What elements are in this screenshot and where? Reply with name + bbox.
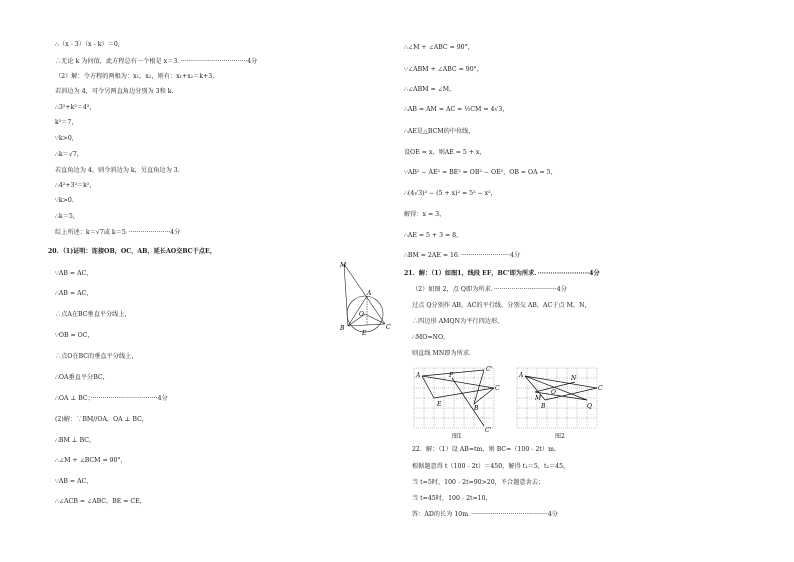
text-line: 若直角边为 4，则令斜边为 k，另直角边为 3. (55, 167, 180, 174)
text-line: ∴k＝5， (55, 213, 79, 220)
text-line: ∴AB = AM = AC = ½CM = 4√3， (404, 106, 509, 113)
g1-label-c: C (495, 385, 500, 392)
text-line: ∴AB = AC， (55, 290, 93, 297)
g1-label-c-prime-bottom: C' (485, 427, 492, 434)
label-c: C (386, 324, 391, 331)
text-line: ∴∠M + ∠ABC = 90°， (404, 44, 474, 51)
text-line: ∴AE是△BCM的中位线， (404, 128, 475, 135)
text-line: ∵k>0, (55, 135, 74, 142)
g1-label-e: E (437, 401, 442, 408)
text-line: 当 t=5时，100﹣2t=90>20，不合题意舍去； (412, 479, 545, 486)
question-20-heading: 20．（1)证明：连接OB，OC，AB，延长AO交BC于点E， (48, 248, 216, 255)
text-line: 根据题意得 t（100﹣2t）＝450，解得 t₁＝5，t₂＝45， (412, 463, 570, 470)
text-line: 则直线 MN即为所求． (412, 350, 476, 357)
text-line: ∵∠ABM + ∠ABC = 90°， (404, 66, 483, 73)
label-b: B (340, 325, 345, 332)
text-line: ∴（x﹣3）（x﹣k）＝0， (55, 41, 124, 48)
grid-figure-1 (412, 366, 500, 438)
text-line: 综上所述：k＝√7或 k＝5．·····················4分 (55, 229, 181, 236)
text-line: ∴MO=NO， (412, 334, 450, 341)
text-line: ∵OB = OC， (55, 332, 94, 339)
g2-label-a: A (519, 372, 524, 379)
text-line: ∴3²+k²＝4²， (55, 104, 96, 111)
text-line: 答：AD的长为 10m．·······································4分 (412, 511, 558, 518)
segment-mb (344, 264, 348, 326)
text-line: 设OE = x，则AE = 5 + x， (404, 149, 486, 156)
g2-label-m: M (535, 395, 542, 402)
text-line: 解得：x = 3， (404, 211, 446, 218)
label-m: M (340, 262, 347, 269)
text-line: ∴∠ACB = ∠ABC，BE = CE， (55, 498, 146, 505)
text-line: ∴点O在BC的垂直平分线上， (55, 353, 138, 360)
text-line: k²＝7， (55, 119, 78, 126)
figure-2-caption: 图2 (555, 433, 565, 440)
g2-label-c: C (598, 385, 603, 392)
grid-figure-2 (515, 366, 603, 438)
g2-label-b: B (541, 403, 546, 410)
text-line: ∴∠ABM = ∠M， (404, 86, 456, 93)
circle-geometry-figure (335, 258, 395, 338)
text-line: ∵AB = AC， (55, 478, 93, 485)
text-line: ∴BM = 2AE = 16．·························4分 (404, 252, 521, 259)
text-line: 22．解：（1）设 AB=tm，则 BC=（100﹣2t）m， (412, 446, 561, 453)
segment-mc (344, 264, 385, 324)
label-a: A (367, 290, 372, 297)
text-line: ∴无论 k 为何值，此方程总有一个根是 x＝3．··································4分 (55, 58, 258, 65)
g1-label-a: A (416, 372, 421, 379)
g2-label-q: Q (587, 403, 592, 410)
text-line: ∴点A在BC垂直平分线上， (55, 311, 131, 318)
text-line: ∵AB = AC， (55, 270, 93, 277)
text-line: 当 t=45时，100﹣2t=10， (412, 495, 492, 502)
question-21-heading: 21．解：（1）如图1，线段 EF，BC'即为所求．························4分 (404, 270, 600, 277)
text-line: （2）如图 2，点 Q即为所求．································4分 (412, 286, 567, 293)
text-line: 若斜边为 4，可令另两直角边分别为 3和 k. (55, 88, 174, 95)
text-line: (2)解：∵BM//OA，OA ⊥ BC， (55, 416, 148, 423)
text-line: ∴OA垂直平分BC， (55, 374, 109, 381)
segment-ba (348, 296, 367, 326)
text-line: ∴(4√3)² − (5 + x)² = 5² − x²， (404, 190, 497, 197)
text-line: （2）解：令方程的两根为：x₁，x₂，则有：x₁+x₂＝k+3， (55, 73, 219, 80)
g2-label-o: O (551, 389, 556, 396)
text-line: ∴k＝√7， (55, 151, 83, 158)
label-o: O (359, 311, 364, 318)
text-line: 过点 Q分别作 AB，AC的平行线，分别交 AB，AC于点 M，N， (412, 302, 591, 309)
text-line: ∵k>0. (55, 197, 74, 204)
figure-1-caption: 图1 (452, 433, 462, 440)
g1-label-f: F (449, 372, 454, 379)
g1-label-b: B (474, 405, 479, 412)
text-line: ∴4²+3²＝k²， (55, 182, 96, 189)
text-line: ∵AB² − AE² = BE² = OB² − OE²，OB = OA = 5， (404, 169, 557, 176)
text-line: ∴AE = 5 + 3 = 8， (404, 232, 463, 239)
text-line: ∴∠M + ∠BCM = 90°， (55, 457, 127, 464)
label-e: E (362, 330, 367, 337)
g1-label-c-prime-top: C' (486, 366, 493, 373)
text-line: ∴OA ⊥ BC；··································4分 (55, 395, 168, 402)
g2-label-n: N (571, 375, 577, 382)
text-line: ∴BM ⊥ BC， (55, 437, 96, 444)
text-line: ∴四边形 AMQN为平行四边形， (412, 318, 504, 325)
